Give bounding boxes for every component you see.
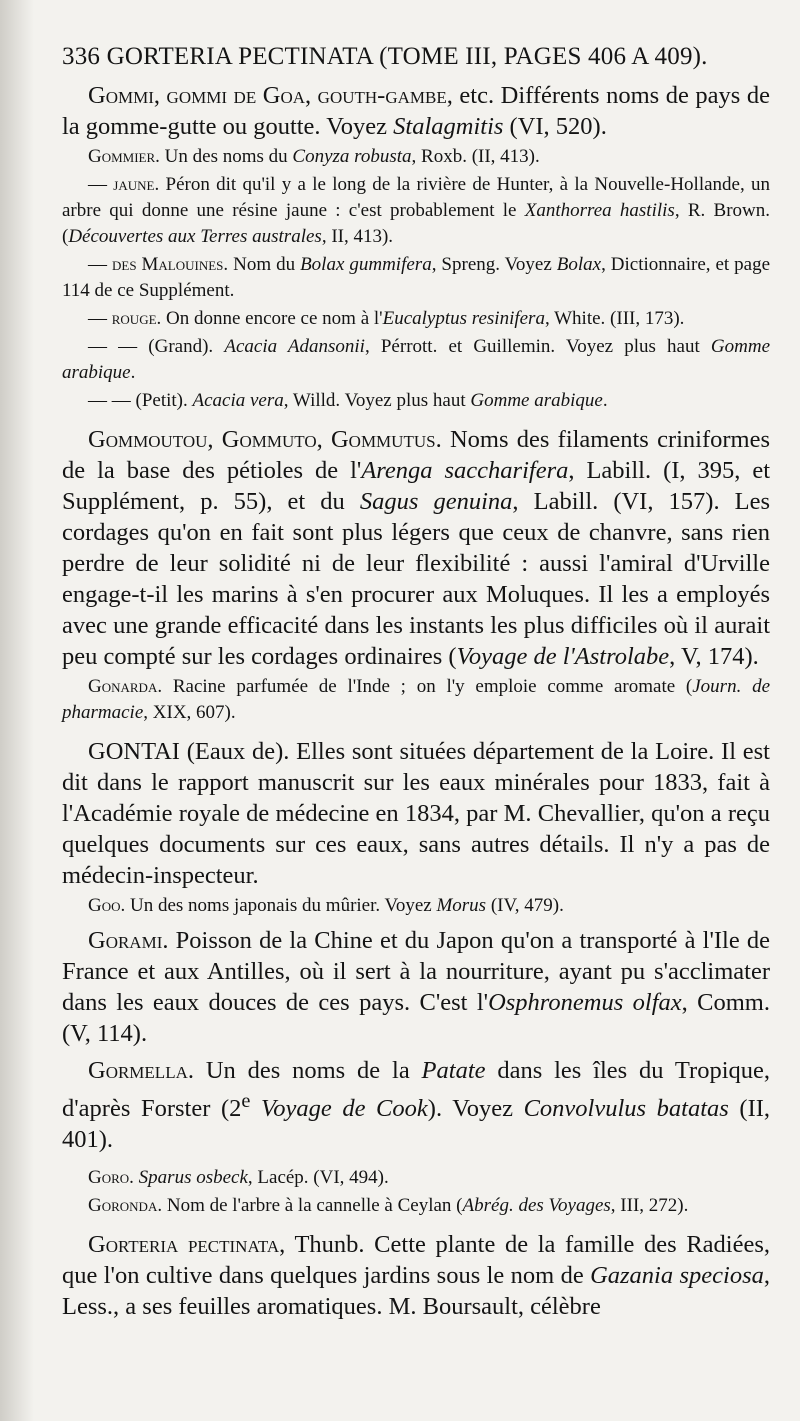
headword: Goro. <box>88 1167 134 1189</box>
entry-goo: Goo. Un des noms japonais du mûrier. Voyez Morus (IV, 479). <box>88 895 564 916</box>
entry-gorami: Gorami. Poisson de la Chine et du Japon qu'on a transporté à l'Ile de France et aux Antilles, où il sert à la nourriture, ayant pu s'acclimater dans les eaux douces de ces pays. C'est l'Osphronemus olfax, Comm. (V, 114). <box>62 927 770 1047</box>
entry-gommier-petit: — — (Petit). Acacia vera, Willd. Voyez plus haut Gomme arabique. <box>88 390 608 411</box>
entry-gommier-jaune: — jaune. Péron dit qu'il y a le long de la rivière de Hunter, à la Nouvelle-Hollande, un arbre qui donne une résine jaune : c'est probablement le Xanthorrea hastilis, R. Brown. (Découvertes aux Terres australes, II, 413). <box>62 174 771 247</box>
entry-goro: Goro. Sparus osbeck, Lacép. (VI, 494). <box>88 1167 389 1189</box>
headword: Gorami. <box>88 927 169 954</box>
entry-gommier-malouines: — des Malouines. Nom du Bolax gummifera, Spreng. Voyez Bolax, Dictionnaire, et page 114 de ce Supplément. <box>62 254 771 301</box>
entry-gommi: Gommi, gommi de Goa, gouth-gambe, etc. Différents noms de pays de la gomme-gutte ou goutte. Voyez Stalagmitis (VI, 520). <box>62 82 770 140</box>
headword: des Malouines. <box>111 254 229 275</box>
volume-reference: (TOME III, PAGES 406 A 409). <box>379 43 708 70</box>
running-title: GORTERIA PECTINATA <box>106 43 373 70</box>
entry-gommier: Gommier. Un des noms du Conyza robusta, Roxb. (II, 413). <box>88 146 540 167</box>
entry-gonarda: Gonarda. Racine parfumée de l'Inde ; on l'y emploie comme aromate (Journ. de pharmacie, XIX, 607). <box>62 676 771 723</box>
headword: jaune. <box>113 174 160 195</box>
headword: Gommoutou, Gommuto, Gommutus. <box>88 426 442 453</box>
headword: Gommier. <box>88 146 160 167</box>
page-gutter-shadow <box>0 0 34 1421</box>
page-number: 336 <box>62 43 101 70</box>
headword: GONTAI (Eaux de). <box>88 738 290 765</box>
headword: rouge. <box>111 308 162 329</box>
entry-gommier-grand: — — (Grand). Acacia Adansonii, Pérrott. et Guillemin. Voyez plus haut Gomme arabique. <box>62 336 771 383</box>
entry-gormella: Gormella. Un des noms de la Patate dans les îles du Tropique, d'après Forster (2e Voyage de Cook). Voyez Convolvulus batatas (II, 401). <box>62 1057 771 1154</box>
headword: Goo. <box>88 895 126 916</box>
headword: Gorteria pectinata <box>88 1231 280 1259</box>
headword: Gormella. <box>88 1057 194 1084</box>
entry-gorteria: Gorteria pectinata, Thunb. Cette plante de la famille des Radiées, que l'on cultive dans quelques jardins sous le nom de Gazania speciosa, Less., a ses feuilles aromatiques. M. Boursault, célèbre <box>62 1231 770 1321</box>
running-header <box>62 42 770 72</box>
entry-gommoutou: Gommoutou, Gommuto, Gommutus. Noms des filaments criniformes de la base des pétioles de l'Arenga saccharifera, Labill. (I, 395, et Supplément, p. 55), et du Sagus genuina, Labill. (VI, 157). Les cordages qu'on en fait sont plus légers que ceux de chanvre, sans rien perdre de leur solidité ni de leur flexibilité : aussi l'amiral d'Urville engage-t-il les marins à s'en procurer aux Moluques. Il les a employés avec une grande efficacité dans les instants les plus difficiles où il aurait peu compté sur les cordages ordinaires (Voyage de l'Astrolabe, V, 174). <box>62 426 771 670</box>
headword: Gonarda. <box>88 676 163 697</box>
headword: Goronda. <box>88 1195 163 1217</box>
entry-gontai: GONTAI (Eaux de). Elles sont situées département de la Loire. Il est dit dans le rapport manuscrit sur les eaux minérales pour 1833, fait à l'Académie royale de médecine en 1834, par M. Chevallier, qu'on a reçu quelques documents sur ces eaux, sans autres détails. Il n'y a pas de médecin-inspecteur. <box>62 738 770 889</box>
entry-gommier-rouge: — rouge. On donne encore ce nom à l'Eucalyptus resinifera, White. (III, 173). <box>88 308 685 329</box>
entry-goronda: Goronda. Nom de l'arbre à la cannelle à Ceylan (Abrég. des Voyages, III, 272). <box>88 1195 689 1217</box>
headword: Gommi, gommi de Goa, gouth-gambe <box>88 82 447 109</box>
